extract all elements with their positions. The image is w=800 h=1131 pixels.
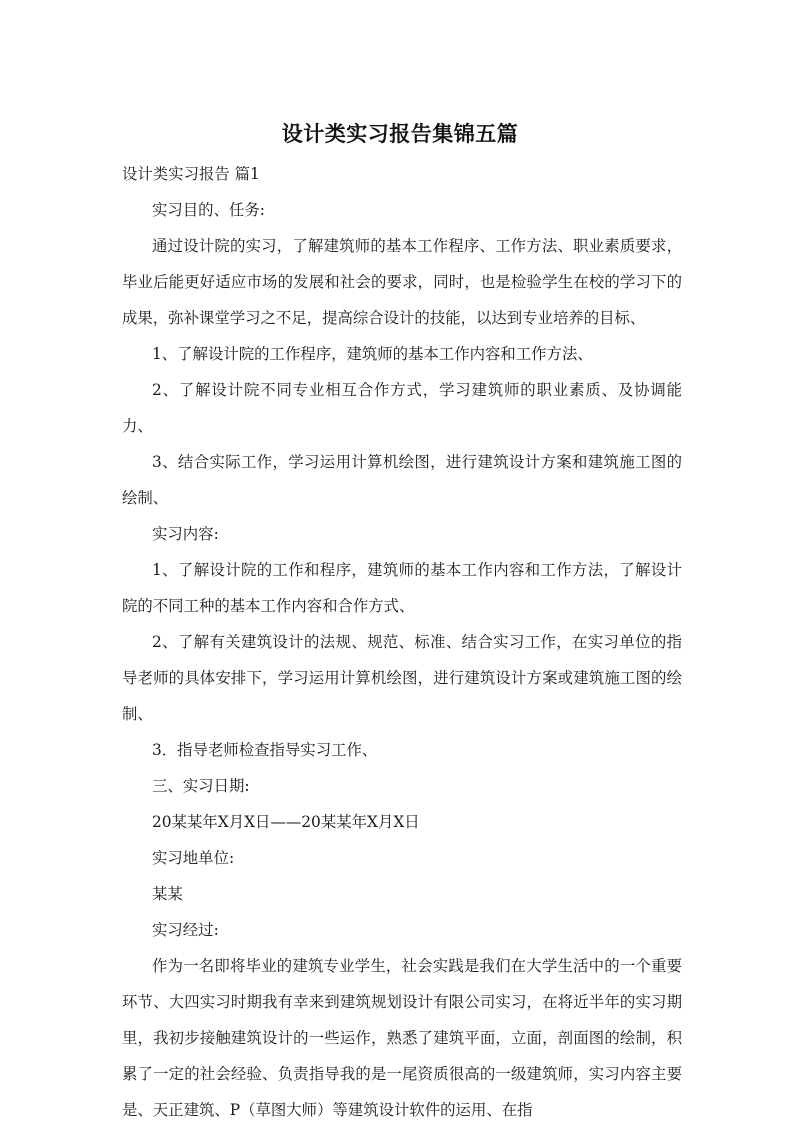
paragraph: 实习经过: xyxy=(152,921,219,939)
paragraph: 2、了解有关建筑设计的法规、规范、标准、结合实习工作，在实习单位的指导老师的具体安排下，学习运用计算机绘图，进行建筑设计方案或建筑施工图的绘制、 xyxy=(122,633,682,723)
paragraph: 1、了解设计院的工作程序，建筑师的基本工作内容和工作方法、 xyxy=(152,345,593,363)
section-heading: 设计类实习报告 篇1 xyxy=(122,165,260,183)
paragraph: 通过设计院的实习，了解建筑师的基本工作程序、工作方法、职业素质要求，毕业后能更好适应市场的发展和社会的要求，同时，也是检验学生在校的学习下的成果，弥补课堂学习之不足，提高综合设计的技能，以达到专业培养的目标、 xyxy=(122,237,682,327)
paragraph: 实习内容: xyxy=(152,525,219,543)
document-title: 设计类实习报告集锦五篇 xyxy=(281,122,519,146)
paragraph: 作为一名即将毕业的建筑专业学生，社会实践是我们在大学生活中的一个重要环节、大四实习时期我有幸来到建筑规划设计有限公司实习，在将近半年的实习期里，我初步接触建筑设计的一些运作，熟悉了建筑平面，立面，剖面图的绘制，积累了一定的社会经验、负责指导我的是一尾资质很高的一级建筑师，实习内容主要是、天正建筑、P（草图大师）等建筑设计软件的运用、在指 xyxy=(122,957,682,1119)
paragraph: 三、实习日期: xyxy=(152,777,250,795)
paragraph: 2、了解设计院不同专业相互合作方式，学习建筑师的职业素质、及协调能力、 xyxy=(122,381,682,435)
paragraph: 1、了解设计院的工作和程序，建筑师的基本工作内容和工作方法，了解设计院的不同工种的基本工作内容和合作方式、 xyxy=(122,561,682,615)
paragraph: 实习地单位: xyxy=(152,849,235,867)
paragraph: 某某 xyxy=(152,885,183,903)
paragraph: 实习目的、任务: xyxy=(152,201,265,219)
paragraph: 3、结合实际工作，学习运用计算机绘图，进行建筑设计方案和建筑施工图的绘制、 xyxy=(122,453,682,507)
paragraph: 3．指导老师检查指导实习工作、 xyxy=(152,741,378,759)
document-body xyxy=(122,156,682,1128)
paragraph: 20某某年X月X日——20某某年X月X日 xyxy=(152,813,420,831)
